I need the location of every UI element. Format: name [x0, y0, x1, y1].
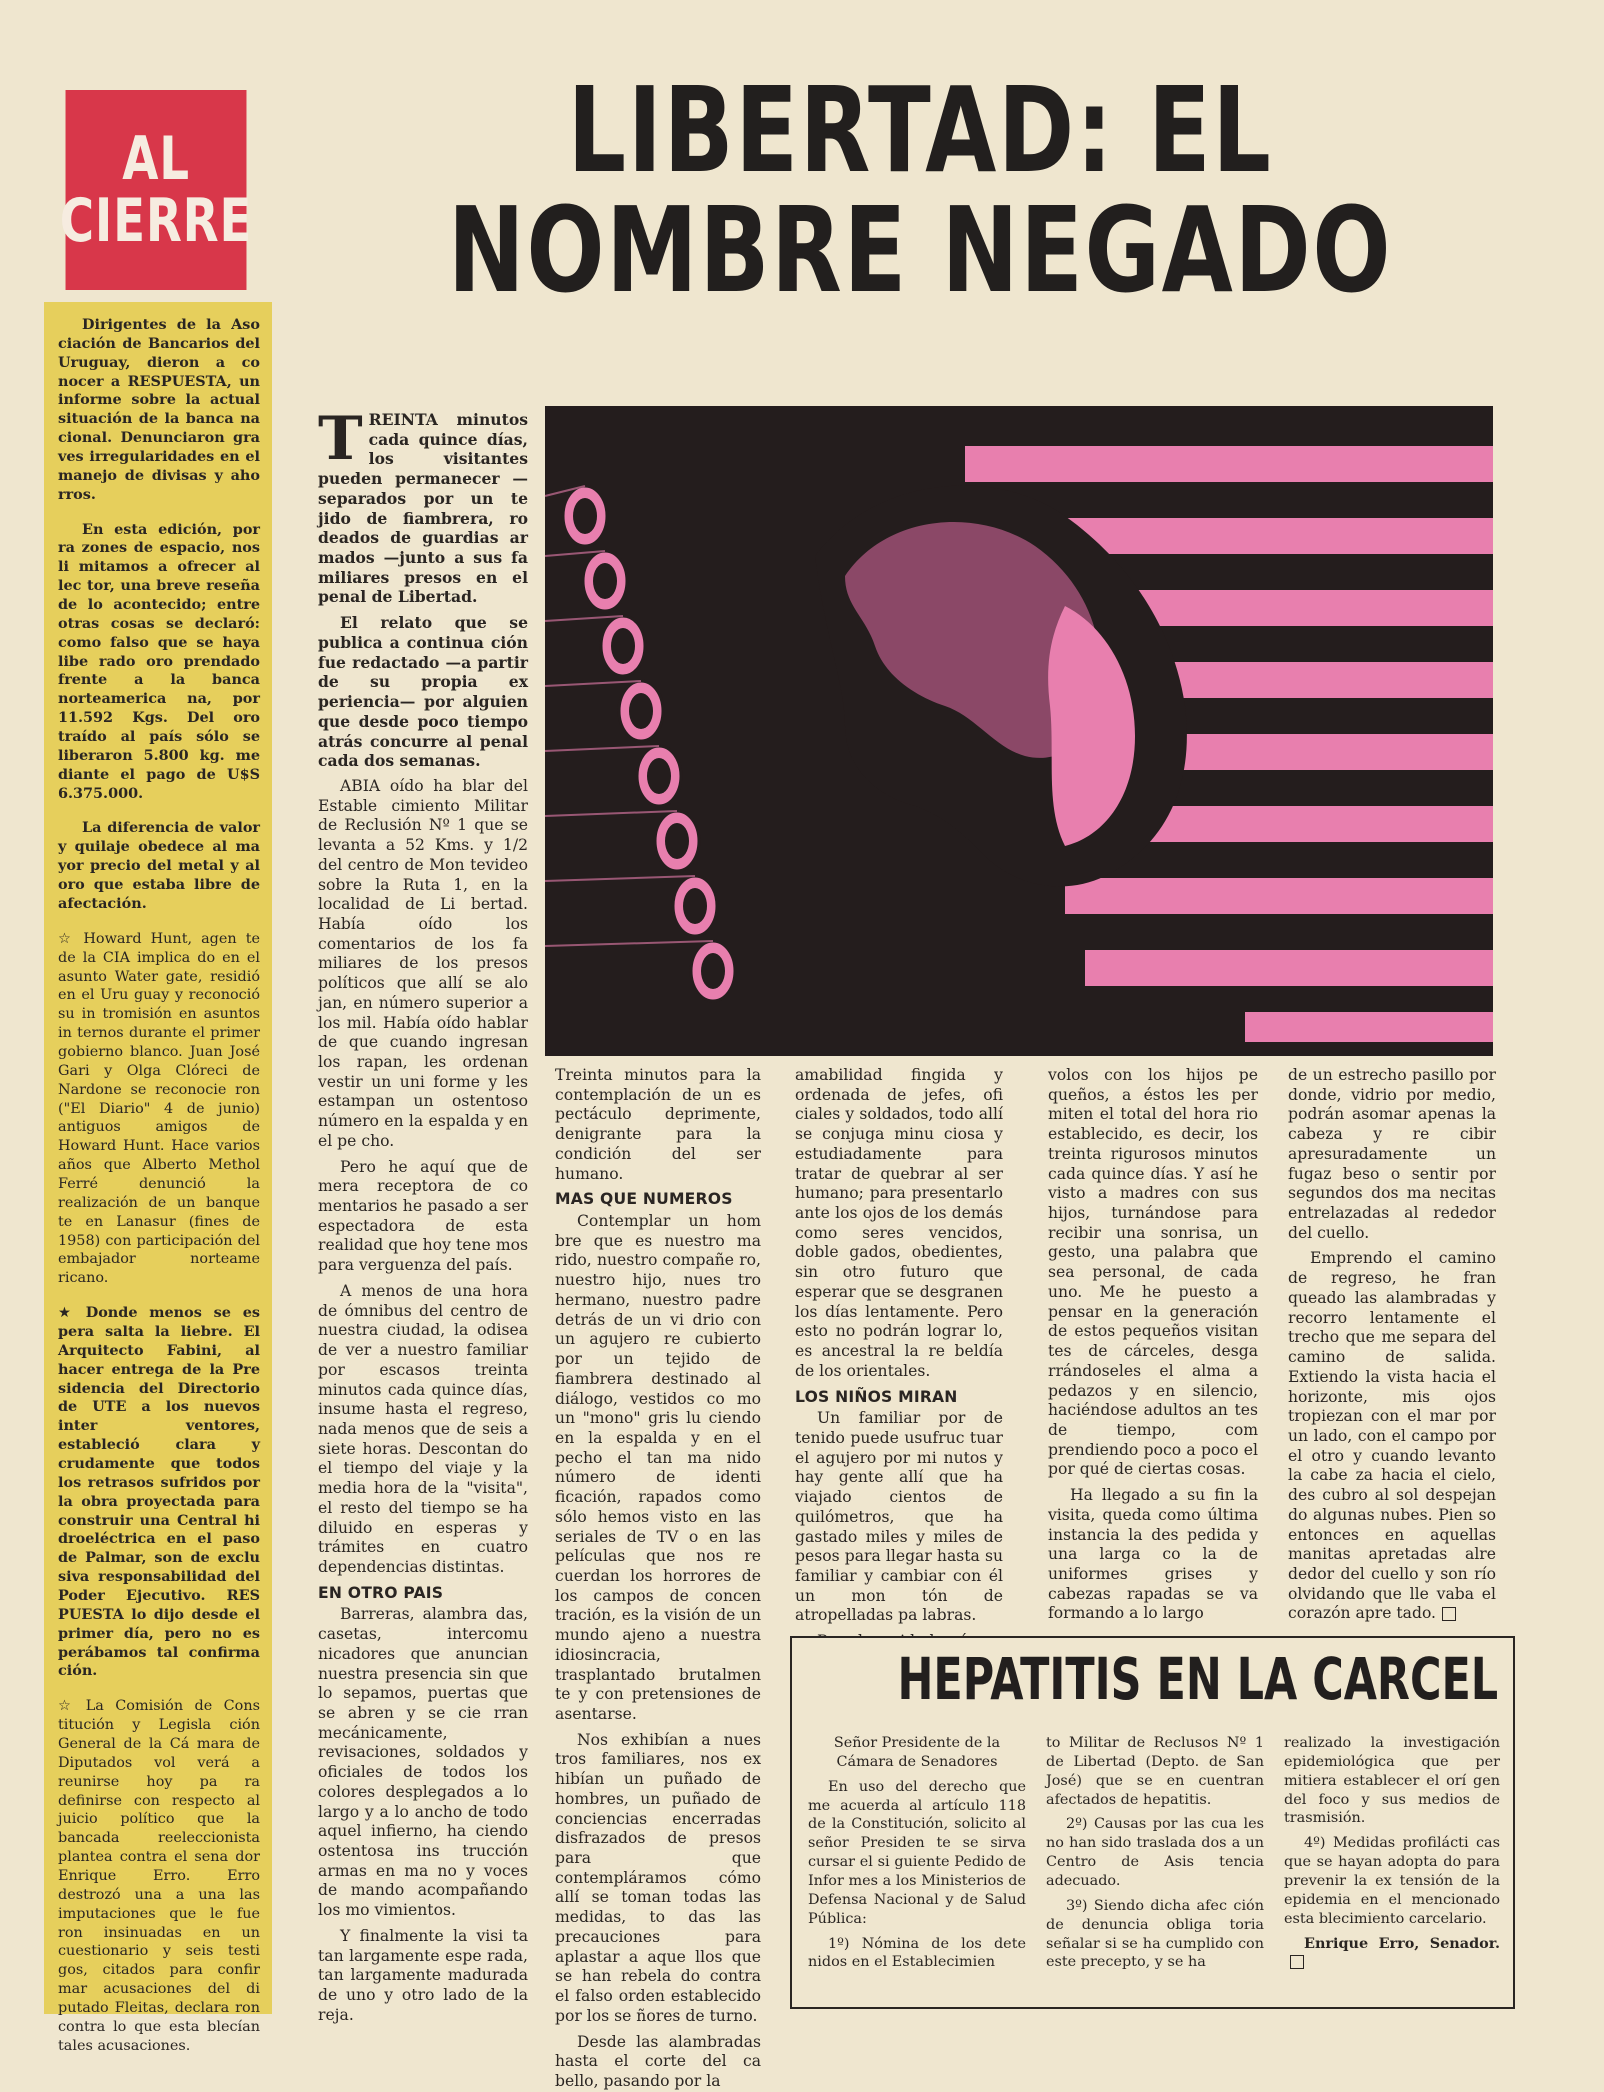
hepatitis-column-3 [1284, 1734, 1500, 2002]
article-paragraph: Desde las alambradas hasta el corte del ca bello, pasando por la [555, 2032, 761, 2090]
end-mark-icon [1442, 1607, 1456, 1621]
article-paragraph: Un familiar por de tenido puede usufruc tuar el agujero por mi nutos y hay gente allí que ha viajado cientos de quilómetros, que ha gastado miles y miles de pesos para llegar hasta su familiar y cambiar con él un mon tón de atropelladas pa labras. [795, 1409, 1003, 1625]
headline-line-1: LIBERTAD: EL [567, 61, 1273, 199]
drop-cap: T [318, 404, 363, 474]
headline-line-2: NOMBRE NEGADO [447, 181, 1393, 320]
illustration-graphic [545, 406, 1493, 1056]
hepatitis-paragraph: to Militar de Reclusos Nº 1 de Libertad (Depto. de San José) que se en cuentran afectados de hepatitis. [1046, 1735, 1264, 1808]
hepatitis-paragraph: 4º) Medidas profilácti cas que se hayan adopta do para prevenir la ex tensión de la epidemia en el mencionado esta blecimiento carcelario. [1284, 1835, 1500, 1927]
article-paragraph: Ha llegado a su fin la visita, queda como última instancia la des pedida y una larga co la de uniformes grises y cabezas rapadas se va formando a lo largo [1048, 1486, 1258, 1623]
salutation: Señor Presidente de la Cámara de Senadores [833, 1735, 1001, 1770]
sidebar-paragraph: La diferencia de valor y quilaje obedece al ma yor precio del metal y al oro que estaba libre de afectación. [58, 819, 260, 912]
article-paragraph: volos con los hijos pe queños, a éstos les per miten el total del hora rio establecido, es decir, los treinta rigurosos minutos cada quince días. Y así he visto a madres con sus hijos, turnándose para recibir una sonrisa, un gesto, una palabra que sea personal, de cada uno. Me he puesto a pensar en la generación de estos pequeños visitan tes de cárceles, desga rrándoseles el alma a pedazos y en silencio, haciéndose adultos an tes de tiempo, com prendiendo poco a poco el por qué de ciertas cosas. [1048, 1066, 1258, 1479]
label-line-2: CIERRE [59, 186, 253, 256]
article-paragraph: Emprendo el camino de regreso, he fran queado las alambradas y recorro lentamente el trecho que me separa del camino de salida. Extiendo la vista hacia el horizonte, mis ojos tropiezan con el mar por un lado, con el campo por el otro y cuando levanto la cabe za hacia el cielo, des cubro al sol despejan do algunas nubes. Pien so entonces en aquellas manitas apretadas alre dedor del cuello y son río olvidando que lle vaba el corazón apre tado. [1288, 1249, 1496, 1623]
article-column-2 [555, 1066, 761, 2090]
article-column-3 [795, 1066, 1003, 1634]
sidebar-paragraph: Howard Hunt, agen te de la CIA implica do en el asunto Water gate, residió en el Uru guay y reconoció su in tromisión en asuntos in ternos durante el primer gobierno blanco. Juan José Gari y Olga Clóreci de Nardone se reconocie ron ("El Diario" 4 de junio) antiguos amigos de Howard Hunt. Hace varios años que Alberto Methol Ferré denunció la realización de un banque te en Lanasur (fines de 1958) con participación del embajador norteame ricano. [58, 930, 261, 1287]
article-paragraph: Nos exhibían a nues tros familiares, nos ex hibían un puñado de hombres, un puñado de conciencias encerradas disfrazados de presos para que contempláramos cómo allí se toman todas las medidas, to das las precauciones para aplastar a aque llos que se han rebela do contra el falso orden establecido por los se ñores de turno. [555, 1730, 761, 2025]
hepatitis-column-2 [1046, 1734, 1264, 2002]
subhead-otro-pais: EN OTRO PAIS [318, 1583, 444, 1602]
article-paragraph: A menos de una hora de ómnibus del centro de nuestra ciudad, la odisea de ver a nuestro familiar por escasos treinta minutos cada quince días, insume hasta el regreso, nada menos que de seis a siete horas. Descontan do el tiempo del viaje y la media hora de la "visita", el resto del tiempo se ha diluido en esperas y trámites en cuatro dependencias distintas. [318, 1281, 528, 1576]
label-line-1: AL [122, 123, 190, 194]
hepatitis-column-1 [808, 1734, 1026, 2002]
al-cierre-sidebar [44, 302, 272, 2054]
hepatitis-paragraph: 3º) Siendo dicha afec ción de denuncia obliga toria señalar si se ha cumplido con este precepto, y se ha [1046, 1897, 1264, 1971]
star-filled-icon: ★ [58, 1305, 78, 1322]
signature: Enrique Erro, Senador. [1284, 1935, 1500, 1973]
article-column-4 [1048, 1066, 1258, 1634]
prisoner-illustration [545, 406, 1493, 1056]
sidebar-item-comision [58, 1697, 260, 2055]
sidebar-paragraph: En esta edición, por ra zones de espacio, nos li mitamos a ofrecer al lec tor, una breve reseña de lo acontecido; entre otras cosas se declaró: como falso que se haya libe rado oro prendado frente a la banca norteamerica na, por 11.592 Kgs. Del oro traído al país sólo se liberaron 5.800 kg. me diante el pago de U$S 6.375.000. [58, 520, 260, 802]
article-paragraph: Y finalmente la visi ta tan largamente espe rada, tan largamente madurada de uno y otro lado de la reja. [318, 1926, 528, 2024]
sidebar-paragraph: Donde menos se es pera salta la liebre. El Arquitecto Fabini, al hacer entrega de la Pre sidencia del Directorio de UTE a los nuevos inter ventores, estableció clara y crudamente que todos los retrasos sufridos por la obra proyectada para construir una Central hi droeléctrica en el paso de Palmar, son de exclu siva responsabilidad del Poder Ejecutivo. RES PUESTA lo dijo desde el primer día, pero no es perábamos tal confirma ción. [58, 1304, 260, 1680]
star-outline-icon: ☆ [58, 1698, 78, 1715]
article-paragraph: ABIA oído ha blar del Estable cimiento Militar de Reclusión Nº 1 que se levanta a 52 Kms. y 1/2 del centro de Mon tevideo sobre la Ruta 1, en la localidad de Li bertad. Había oído los comentarios de los fa miliares de los presos políticos que allí se alo jan, en número superior a los mil. Había oído hablar de que cuando ingresan los rapan, les ordenan vestir un uni forme y les estampan un ostentoso número en la espalda y en el pe cho. [318, 776, 528, 1150]
article-paragraph: de un estrecho pasillo por donde, vidrio por medio, podrán asomar apenas la cabeza y re cibir apresuradamente un fugaz beso o sentir por segundos dos ma necitas entrelazadas al rededor del cuello. [1288, 1066, 1496, 1242]
hepatitis-paragraph: En uso del derecho que me acuerda al artículo 118 de la Constitución, solicito al señor Presiden te se sirva cursar el si guiente Pedido de Infor mes a los Ministerios de Defensa Nacional y de Salud Pública: [808, 1778, 1026, 1927]
star-outline-icon: ☆ [58, 930, 76, 947]
hepatitis-title: HEPATITIS EN LA CARCEL [897, 1645, 1499, 1713]
article-paragraph: Pero he aquí que de mera receptora de co mentarios he pasado a ser espectadora de esta realidad que hoy tene mos para verguenza del país. [318, 1157, 528, 1275]
sidebar-item-fabini [58, 1304, 260, 1681]
article-column-1 [318, 404, 528, 2024]
hepatitis-paragraph: 1º) Nómina de los dete nidos en el Establecimien [808, 1935, 1026, 1971]
hepatitis-box [790, 1636, 1515, 2009]
intro-paragraph: El relato que se publica a continua ción fue redactado —a partir de su propia ex periencia— por alguien que desde poco tiempo atrás concurre al penal cada dos semanas. [318, 613, 528, 771]
sidebar-item-hunt [58, 930, 260, 1288]
end-mark-icon [1290, 1955, 1304, 1969]
sidebar-paragraph: La Comisión de Cons titución y Legisla ción General de la Cá mara de Diputados vol verá a reunirse hoy pa ra definirse con respecto al juicio político que la bancada reeleccionista plantea contra el sena dor Enrique Erro. Erro destrozó una a una las imputaciones que le fue ron insinuadas en un cuestionario y seis testi gos, citados para confir mar acusaciones del di putado Fleitas, declara ron contra lo que esta blecían tales acusaciones. [58, 1698, 260, 2054]
article-paragraph: Treinta minutos para la contemplación de un es pectáculo deprimente, denigrante para la condición del ser humano. [555, 1066, 761, 1183]
subhead-mas-que-numeros: MAS QUE NUMEROS [555, 1190, 733, 1209]
hepatitis-paragraph: realizado la investigación epidemiológica que per mitiera establecer el orí gen del foco y sus medios de trasmisión. [1284, 1735, 1500, 1827]
hepatitis-paragraph: 2º) Causas por las cua les no han sido traslada dos a un Centro de Asis tencia adecuado. [1046, 1816, 1264, 1890]
sidebar-paragraph: Dirigentes de la Aso ciación de Bancarios del Uruguay, dieron a co nocer a RESPUESTA, un informe sobre la actual situación de la banca na cional. Denunciaron gra ves irregularidades en el manejo de divisas y aho rros. [58, 316, 260, 503]
al-cierre-label [59, 90, 253, 290]
article-paragraph: amabilidad fingida y ordenada de jefes, ofi ciales y soldados, todo allí se conjuga minu ciosa y estudiadamente para tratar de quebrar al ser humano; para presentarlo ante los ojos de los demás como seres vencidos, doble gados, obedientes, sin otro futuro que esperar que se desgranen los días lentamente. Pero esto no podrán lograr lo, es ancestral la re beldía de los orientales. [795, 1066, 1003, 1380]
intro-paragraph: TREINTA minutos cada quince días, los visitantes pueden permanecer —separados por un te jido de fiambrera, ro deados de guardias ar mados —junto a sus fa miliares presos en el penal de Libertad. [318, 404, 528, 607]
article-paragraph: Barreras, alambra das, casetas, intercomu nicadores que anuncian nuestra presencia sin que lo sepamos, puertas que se abren y se cie rran mecánicamente, revisaciones, soldados y oficiales de todos los colores desplegados a lo largo y a lo ancho de todo aquel infierno, ha ciendo ostentosa ins trucción armas en ma no y voces de mando acompañando los mo vimientos. [318, 1605, 528, 1920]
article-column-5 [1288, 1066, 1496, 1634]
main-headline [300, 61, 1540, 320]
subhead-los-ninos-miran: LOS NIÑOS MIRAN [795, 1387, 958, 1406]
article-paragraph: Contemplar un hom bre que es nuestro ma rido, nuestro compañe ro, nuestro hijo, nues tro hermano, nuestro padre detrás de un vi drio con un agujero re cubierto por un tejido de fiambrera destinado al diálogo, vestidos co mo un "mono" gris lu ciendo en la espalda y en el pecho el tan ma nido número de identi ficación, rapados como sólo hemos visto en las seriales de TV o en las películas que nos re cuerdan los horrores de los campos de concen tración, es la visión de un mundo ajeno a nuestra idiosincracia, trasplantado brutalmen te y con pretensiones de asentarse. [555, 1212, 761, 1723]
